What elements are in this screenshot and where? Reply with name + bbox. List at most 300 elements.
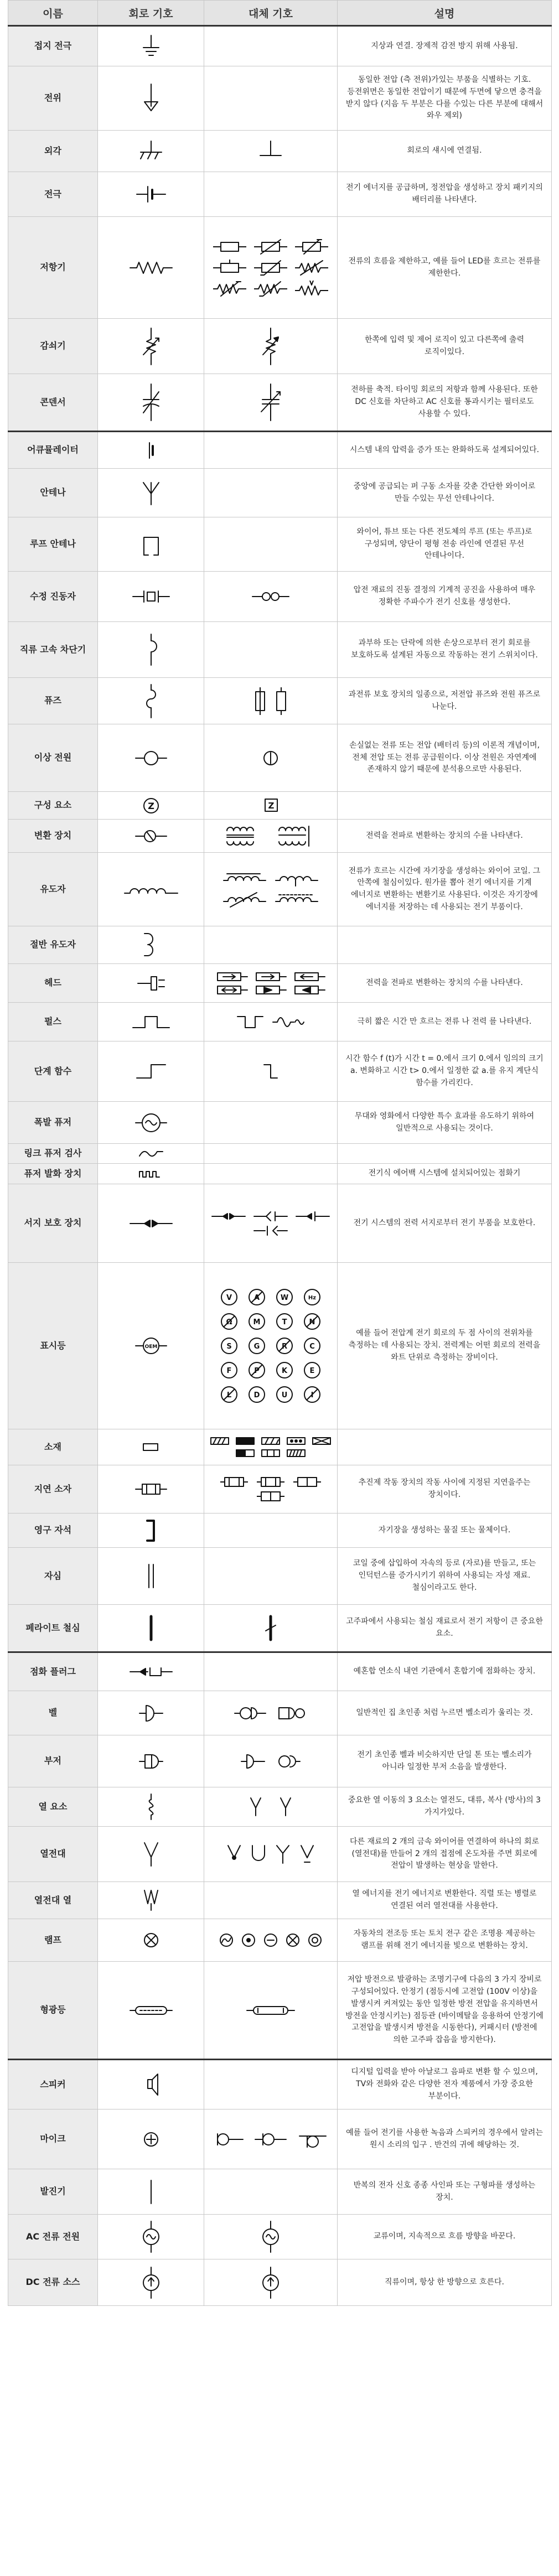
row-desc: 전력을 전파로 변환하는 장치의 수를 나타낸다. xyxy=(338,820,552,853)
motor-icon xyxy=(247,1312,266,1331)
row-fluorescent-lamp xyxy=(8,1962,552,2060)
svg-text:T: T xyxy=(282,1318,287,1326)
row-name: 소재 xyxy=(8,1429,98,1465)
row-spark-plug xyxy=(8,1652,552,1691)
preset-resistor-box-icon xyxy=(295,239,328,255)
row-heat-element xyxy=(8,1787,552,1827)
svg-text:A: A xyxy=(253,1294,260,1302)
material-icon xyxy=(140,1440,162,1454)
row-name: 자심 xyxy=(8,1548,98,1605)
pulse-variants xyxy=(204,1009,337,1035)
head-rec-icon xyxy=(293,984,326,996)
row-desc: 반복의 전자 신호 종종 사인파 또는 구형파를 생성하는 장치. xyxy=(338,2169,552,2215)
row-desc: 전류의 흐름을 제한하고, 예를 들어 LED를 흐르는 전류를 제한한다. xyxy=(338,217,552,319)
row-thermopile xyxy=(8,1882,552,1919)
svg-text:U: U xyxy=(281,1391,288,1400)
speaker-icon xyxy=(140,2071,162,2098)
row-desc: 전기 에너지를 공급하며, 정전압을 생성하고 장치 패키지의 배터리를 나타낸다. xyxy=(338,172,552,217)
breaker-icon xyxy=(140,633,162,666)
battery-icon xyxy=(134,183,168,205)
svg-text:S: S xyxy=(226,1343,232,1351)
variable-inductor-icon xyxy=(222,892,267,908)
row-desc: 시간 함수 f (t)가 시간 t = 0.에서 크기 0.에서 임의의 크기 a. 변화하고 시간 t> 0.에서 일정한 값 a.를 유지 계단식 함수를 가리킨다. xyxy=(338,1041,552,1102)
row-name: 퓨즈 xyxy=(8,678,98,724)
resistor-variants xyxy=(204,235,337,300)
variable-capacitor-icon xyxy=(257,383,284,422)
microphone-icon xyxy=(140,2128,162,2150)
row-desc: 예혼합 연소식 내연 기관에서 혼합기에 점화하는 장치. xyxy=(338,1652,552,1691)
svg-text:G: G xyxy=(253,1343,260,1351)
variable-resistor-box-icon xyxy=(254,239,287,255)
material-lines-icon xyxy=(261,1449,281,1458)
head-write-icon xyxy=(254,971,287,982)
equipotential-icon xyxy=(140,82,162,115)
row-permanent-magnet xyxy=(8,1514,552,1548)
ferrite-inductor-icon xyxy=(275,892,319,908)
row-desc: 전력을 전파로 변환하는 장치의 수를 나타낸다. xyxy=(338,964,552,1003)
crystal-icon xyxy=(132,588,170,605)
tapped-inductor-icon xyxy=(275,870,319,887)
accumulator-icon xyxy=(143,438,159,463)
row-head xyxy=(8,964,552,1003)
delay-cell-alt-icon xyxy=(257,1491,284,1502)
ideal-source-alt-icon xyxy=(260,747,282,769)
fuse-variants xyxy=(204,684,337,718)
row-name: 영구 자석 xyxy=(8,1514,98,1548)
head-erase-icon xyxy=(293,971,326,982)
dc-source-alt-icon xyxy=(260,2266,282,2299)
impedance-circle-icon xyxy=(140,796,162,816)
row-desc: 무대와 영화에서 다양한 특수 효과를 유도하기 위하여 일반적으로 사용되는 것이다. xyxy=(338,1102,552,1144)
svg-text:W: W xyxy=(280,1294,289,1302)
dc-source-icon xyxy=(140,2266,162,2299)
buzzer-icon xyxy=(137,1750,165,1772)
header-symbol: 회로 기호 xyxy=(98,1,204,26)
svg-text:L: L xyxy=(226,1391,232,1400)
fuse-icon xyxy=(140,683,162,719)
row-dc-source xyxy=(8,2259,552,2306)
ideal-source-icon xyxy=(134,747,168,769)
svg-text:D: D xyxy=(253,1391,260,1400)
half-inductor-icon xyxy=(140,931,162,959)
zigzag-thermistor-icon xyxy=(254,281,287,297)
row-link-fuse-test xyxy=(8,1144,552,1164)
heat-arrow-alt-icon xyxy=(277,1796,294,1818)
svg-text:Hz: Hz xyxy=(308,1295,317,1301)
row-name: 부저 xyxy=(8,1735,98,1787)
row-desc: 지상과 연결. 장제적 감전 방지 위해 사용됨. xyxy=(338,26,552,66)
row-name: 수정 진동자 xyxy=(8,572,98,622)
thermocouple-u-icon xyxy=(250,1843,267,1865)
resistor-box-icon xyxy=(213,240,246,253)
svg-text:Ω: Ω xyxy=(226,1318,232,1326)
meter-icon xyxy=(134,1335,168,1357)
header-name: 이름 xyxy=(8,1,98,26)
spark-gap-open-icon xyxy=(253,1211,288,1222)
row-name: 폭발 퓨저 xyxy=(8,1102,98,1144)
material-dense-icon xyxy=(286,1449,306,1458)
heat-arrow-icon xyxy=(247,1796,264,1818)
energy-meter-icon xyxy=(303,1361,322,1380)
row-desc: 중요한 열 이동의 3 요소는 열전도, 대류, 복사 (방사)의 3 가지가있다. xyxy=(338,1787,552,1827)
row-name: 이상 전원 xyxy=(8,724,98,792)
buzzer-alt-icon xyxy=(239,1750,267,1772)
fuse-box-alt-icon xyxy=(275,687,288,715)
transformer-tap-icon xyxy=(275,824,319,848)
row-capacitor xyxy=(8,374,552,432)
head-variants xyxy=(204,968,337,999)
row-desc: 압전 재료의 진동 결정의 기계적 공진을 사용하여 매우 정확한 주파수가 전기 신호를 생성한다. xyxy=(338,572,552,622)
row-name: 직류 고속 차단기 xyxy=(8,622,98,678)
microphone-variants xyxy=(204,2125,337,2154)
zigzag-potentiometer-icon xyxy=(295,281,328,297)
ohmmeter-icon xyxy=(220,1312,239,1331)
magnetic-core-icon xyxy=(143,1562,159,1590)
material-hatched-icon xyxy=(210,1437,230,1445)
row-electrode xyxy=(8,172,552,217)
row-name: 헤드 xyxy=(8,964,98,1003)
row-buzzer xyxy=(8,1735,552,1787)
bell-variants xyxy=(204,1699,337,1728)
head-rw-icon xyxy=(215,984,249,996)
bell-icon xyxy=(137,1702,165,1724)
row-name: 벨 xyxy=(8,1691,98,1735)
row-thermocouple xyxy=(8,1827,552,1882)
row-desc xyxy=(338,926,552,964)
svg-text:Z: Z xyxy=(268,800,275,811)
row-bell xyxy=(8,1691,552,1735)
svg-text:I: I xyxy=(310,1391,314,1400)
row-name: 안테나 xyxy=(8,469,98,517)
zigzag-preset-icon xyxy=(213,281,246,297)
kwh-meter-icon xyxy=(275,1361,294,1380)
chassis-alt-icon xyxy=(257,139,284,163)
row-desc: 디지털 입력을 받아 아날로그 음파로 변환 할 수 있으며, TV와 전화와 같은 다양한 전자 제품에서 가장 중요한 부분이다. xyxy=(338,2060,552,2109)
row-name: 스피커 xyxy=(8,2060,98,2109)
row-desc: 일반적인 집 초인종 처럼 누르면 벨소리가 울리는 것. xyxy=(338,1691,552,1735)
row-name: 링크 퓨저 검사 xyxy=(8,1144,98,1164)
row-accumulator xyxy=(8,432,552,469)
row-name: 퓨저 발화 장치 xyxy=(8,1164,98,1184)
surge-protector-icon xyxy=(129,1215,173,1232)
inductor-icon xyxy=(123,881,179,898)
row-desc: 추진제 작동 장치의 작동 사이에 지정된 지연을주는 장치이다. xyxy=(338,1465,552,1514)
counter-icon xyxy=(303,1336,322,1355)
lamp-dot-icon xyxy=(241,1932,256,1948)
row-name: 외각 xyxy=(8,131,98,172)
row-desc: 예를 들어 전압계 전기 회로의 두 점 사이의 전위차를 측정하는 데 사용되는 장치. 전력계는 어떤 회로의 전력을 와트 단위로 측정하는 장비이다. xyxy=(338,1263,552,1429)
head-play-icon xyxy=(254,984,287,996)
row-name: 감쇠기 xyxy=(8,319,98,374)
current-meter-icon xyxy=(303,1385,322,1404)
pulse-icon xyxy=(132,1012,170,1032)
oscillator-icon xyxy=(143,2178,159,2206)
head-read-icon xyxy=(215,971,249,982)
lamp-icon xyxy=(140,1929,162,1951)
attenuator-icon xyxy=(140,327,162,366)
row-fuse-igniter xyxy=(8,1164,552,1184)
row-desc: 전기 초인종 벨과 비슷하지만 단일 톤 또는 벨소리가 아니라 일정한 부저 소음을 발생한다. xyxy=(338,1735,552,1787)
svg-text:V: V xyxy=(226,1294,232,1302)
heat-variants xyxy=(204,1792,337,1821)
row-desc: 전하를 축적. 타이밍 회로의 저항과 함께 사용된다. 또한 DC 신호를 차단하고 AC 신호를 통과시키는 필터로도 사용할 수 있다. xyxy=(338,374,552,432)
row-name: 전위 xyxy=(8,66,98,131)
thermocouple-icon xyxy=(140,1841,162,1868)
row-surge-protector xyxy=(8,1184,552,1263)
thermopile-icon xyxy=(140,1888,162,1912)
row-name: 발진기 xyxy=(8,2169,98,2215)
chassis-ground-icon xyxy=(137,139,165,163)
synchroscope-icon xyxy=(220,1336,239,1355)
row-desc: 전류가 흐르는 시간에 자기장을 생성하는 와이어 코일. 그 안쪽에 철심이있다. 원가를 뽑아 전기 에너지를 기계 에너지로 변환하는 변환기로 사용된다. 이것은 자기장에 에너지를 저장하는 데 사용되는 전기 부품이다. xyxy=(338,853,552,926)
transformer-icon xyxy=(222,824,267,848)
bell-alt-icon xyxy=(234,1702,267,1724)
svg-text:C: C xyxy=(309,1343,315,1351)
buzzer-round-icon xyxy=(275,1750,302,1772)
row-inductor xyxy=(8,853,552,926)
row-ground-electrode xyxy=(8,26,552,66)
svg-text:E: E xyxy=(309,1367,315,1375)
crystal-alt-icon xyxy=(251,588,290,605)
step-down-icon xyxy=(260,1060,282,1082)
row-speaker xyxy=(8,2060,552,2109)
level-meter-icon xyxy=(220,1385,239,1404)
thermocouple-v-icon xyxy=(226,1843,242,1865)
row-potential xyxy=(8,66,552,131)
ferrite-core-alt-icon xyxy=(262,1614,279,1642)
ac-source-alt-icon xyxy=(260,2220,282,2253)
impedance-box-icon xyxy=(260,796,282,816)
row-desc: 자동차의 전조등 또는 토치 전구 같은 조명용 제공하는 램프를 위해 전기 에너지를 빛으로 변환하는 장치. xyxy=(338,1919,552,1962)
microphone-alt-icon xyxy=(212,2131,245,2148)
row-name: 저항기 xyxy=(8,217,98,319)
row-chassis xyxy=(8,131,552,172)
row-attenuator xyxy=(8,319,552,374)
row-name: 표시등 xyxy=(8,1263,98,1429)
row-name: 형광등 xyxy=(8,1962,98,2060)
row-name: 열 요소 xyxy=(8,1787,98,1827)
material-variants xyxy=(206,1433,335,1461)
antenna-icon xyxy=(140,479,162,507)
row-desc: 과부하 또는 단락에 의한 손상으로부터 전기 회로를 보호하도록 설계된 자동으로 작동하는 전기 스위치이다. xyxy=(338,622,552,678)
row-material xyxy=(8,1429,552,1465)
iron-core-inductor-icon xyxy=(222,870,267,887)
row-fuse xyxy=(8,678,552,724)
row-magnetic-core xyxy=(8,1548,552,1605)
symbol-table xyxy=(8,0,552,2306)
row-name: 점화 플러그 xyxy=(8,1652,98,1691)
row-desc xyxy=(338,1144,552,1164)
igniter-icon xyxy=(137,1167,165,1180)
header-row xyxy=(8,1,552,26)
row-name: 절반 유도자 xyxy=(8,926,98,964)
ferrite-core-icon xyxy=(143,1614,159,1642)
row-name: 변환 장치 xyxy=(8,820,98,853)
svg-text:Z: Z xyxy=(147,800,154,811)
row-name: 유도자 xyxy=(8,853,98,926)
row-indicator-meter xyxy=(8,1263,552,1429)
row-desc: 전기 시스템의 전력 서지로부터 전기 부품을 보호한다. xyxy=(338,1184,552,1263)
material-solid-icon xyxy=(235,1437,255,1445)
thermocouple-y-icon xyxy=(275,1843,291,1865)
row-name: AC 전류 전원 xyxy=(8,2215,98,2259)
material-hatched-alt-icon xyxy=(261,1437,281,1445)
row-oscillator xyxy=(8,2169,552,2215)
row-ferrite-core xyxy=(8,1605,552,1652)
flowmeter-icon xyxy=(220,1361,239,1380)
frequency-meter-icon xyxy=(303,1288,322,1307)
power-factor-meter-icon xyxy=(247,1361,266,1380)
row-desc: 코일 중에 삽입하여 자속의 등로 (자로)를 만들고, 또는 인덕턴스를 증가시키기 위하여 사용되는 자성 재료. 철심이라고도 한다. xyxy=(338,1548,552,1605)
svg-text:OEM: OEM xyxy=(144,1344,157,1350)
potentiometer-box-icon xyxy=(213,260,246,276)
row-desc: 한쪽에 입력 및 제어 로직이 있고 다른쪽에 출력 로직이있다. xyxy=(338,319,552,374)
row-name: 페라이트 철심 xyxy=(8,1605,98,1652)
row-desc: 극히 짧은 시간 만 흐르는 전류 나 전력 를 나타낸다. xyxy=(338,1003,552,1041)
row-desc: 교류이며, 지속적으로 흐름 방향을 바꾼다. xyxy=(338,2215,552,2259)
row-desc: 시스템 내의 압력을 증가 또는 완화하도록 설계되어있다. xyxy=(338,432,552,469)
null-meter-icon xyxy=(303,1312,322,1331)
link-fuse-icon xyxy=(137,1147,165,1160)
inductor-variants xyxy=(204,867,337,911)
fluorescent-lamp-icon xyxy=(129,2002,173,2019)
svg-text:N: N xyxy=(309,1318,315,1326)
row-desc: 손실없는 전류 또는 전압 (배터리 등)의 이론적 개념이며, 전체 전압 또는 전류 공급원이다. 이상 전원은 자연계에 존재하지 않기 때문에 분석용으로만 사용된다. xyxy=(338,724,552,792)
row-resistor xyxy=(8,217,552,319)
row-name: 루프 안테나 xyxy=(8,517,98,572)
row-name: 전극 xyxy=(8,172,98,217)
header-desc: 설명 xyxy=(338,1,552,26)
thermistor-box-icon xyxy=(254,260,287,276)
row-pulse xyxy=(8,1003,552,1041)
row-desc: 전기식 에어백 시스템에 설치되어있는 점화기 xyxy=(338,1164,552,1184)
lamp-filament-icon xyxy=(219,1932,234,1948)
zigzag-variable-icon xyxy=(295,260,328,276)
svg-text:M: M xyxy=(253,1318,261,1326)
row-dc-breaker xyxy=(8,622,552,678)
loop-antenna-icon xyxy=(137,531,165,558)
voltmeter-icon xyxy=(220,1288,239,1307)
header-alt: 대체 기호 xyxy=(204,1,338,26)
row-delay-element xyxy=(8,1465,552,1514)
row-desc: 동일한 전압 (측 전위)가있는 부품을 식별하는 기호. 등전위면은 동일한 전압이기 때문에 두면에 닿으면 충격을 받지 않다 (지음 두 부분은 다를 수있는 다른 부분에 대해서 와우 제외) xyxy=(338,66,552,131)
attenuator-alt-icon xyxy=(260,327,282,366)
row-name: 접지 전극 xyxy=(8,26,98,66)
spark-gap-icon xyxy=(211,1211,246,1222)
delay-cell-icon xyxy=(293,1476,321,1487)
delay-variants xyxy=(204,1473,337,1505)
row-lamp xyxy=(8,1919,552,1962)
row-desc: 저압 방전으로 발광하는 조명기구에 다음의 3 가지 장비로 구성되어있다. 안정기 (점등시에 고전압 (100V 이상)을 발생시켜 켜져있는 동안 일정한 방전 전압을 유지하면서 방전을 안정시키는) 점등관 (바이메탈을 응용하여 안정기에 고전압을 발생시켜 방전을 시동한다), 커패시터 (방전에 의한 고주파 잡음을 방지한다). xyxy=(338,1962,552,2060)
row-desc: 자기장을 생성하는 물질 또는 물체이다. xyxy=(338,1514,552,1548)
lamp-variants xyxy=(204,1929,337,1951)
row-name: 구성 요소 xyxy=(8,792,98,820)
material-half-icon xyxy=(235,1449,255,1458)
lamp-cross-icon xyxy=(285,1932,301,1948)
surge-variants xyxy=(204,1207,337,1240)
fluorescent-lamp-alt-icon xyxy=(246,2002,296,2019)
arrester-icon xyxy=(295,1211,330,1222)
row-desc: 고주파에서 사용되는 철심 재료로서 전기 저항이 큰 중요한 요소. xyxy=(338,1605,552,1652)
thermocouple-variants xyxy=(204,1840,337,1869)
row-name: 어큐뮬레이터 xyxy=(8,432,98,469)
material-cross-icon xyxy=(312,1437,332,1445)
buzzer-variants xyxy=(204,1747,337,1776)
row-name: 지연 소자 xyxy=(8,1465,98,1514)
recorder-icon xyxy=(275,1336,294,1355)
universal-meter-icon xyxy=(275,1385,294,1404)
row-desc: 열 에너지를 전기 에너지로 변환한다. 직렬 또는 병렬로 연결된 여러 열전대를 사용한다. xyxy=(338,1882,552,1919)
svg-text:R: R xyxy=(281,1343,288,1351)
galvanometer-icon xyxy=(247,1336,266,1355)
row-explosive-fuse xyxy=(8,1102,552,1144)
head-icon xyxy=(134,972,168,994)
ammeter-icon xyxy=(247,1288,266,1307)
row-antenna xyxy=(8,469,552,517)
row-desc: 와이어, 튜브 또는 다른 전도체의 루프 (또는 루프)로 구성되며, 양단이 평형 전송 라인에 연결된 무선 안테나이다. xyxy=(338,517,552,572)
row-ac-source xyxy=(8,2215,552,2259)
row-name: 서지 보호 장치 xyxy=(8,1184,98,1263)
fuse-box-icon xyxy=(253,687,267,715)
microphone-dynamic-icon xyxy=(296,2128,329,2150)
svg-text:F: F xyxy=(226,1367,232,1375)
thermocouple-w-icon xyxy=(299,1843,315,1865)
step-up-icon xyxy=(134,1060,168,1082)
row-loop-antenna xyxy=(8,517,552,572)
negative-pulse-icon xyxy=(236,1012,264,1032)
protective-gap-icon xyxy=(253,1225,288,1236)
resistor-icon xyxy=(129,260,173,276)
lamp-ring-icon xyxy=(307,1932,323,1948)
row-desc: 과전류 보호 장치의 일종으로, 저전압 퓨즈와 전원 퓨즈로 나눈다. xyxy=(338,678,552,724)
tachometer-icon xyxy=(275,1312,294,1331)
delay-element-icon xyxy=(134,1481,168,1497)
row-half-inductor xyxy=(8,926,552,964)
row-name: 열전대 열 xyxy=(8,1882,98,1919)
delay-line-icon xyxy=(220,1476,248,1487)
row-step-function xyxy=(8,1041,552,1102)
row-microphone xyxy=(8,2109,552,2169)
row-desc: 다른 재료의 2 개의 금속 와이어를 연결하여 하나의 회로 (열전대)를 만들어 2 개의 접점에 온도차를 주면 회로에 전압이 발생하는 현상을 말한다. xyxy=(338,1827,552,1882)
row-name: 단계 함수 xyxy=(8,1041,98,1102)
row-desc: 중앙에 공급되는 퍼 구동 소자를 갖춘 간단한 와이어로 만들 수있는 무선 안테나이다. xyxy=(338,469,552,517)
row-desc: 예를 들어 전기를 사용한 녹음과 스피커의 경우에서 알려는 원시 소리의 입구 . 반건의 귀에 해당하는 것. xyxy=(338,2109,552,2169)
capacitor-icon xyxy=(140,383,162,422)
row-component xyxy=(8,792,552,820)
row-name: 램프 xyxy=(8,1919,98,1962)
row-name: 열전대 xyxy=(8,1827,98,1882)
dial-meter-icon xyxy=(247,1385,266,1404)
row-desc xyxy=(338,792,552,820)
wattmeter-icon xyxy=(275,1288,294,1307)
material-dots-icon xyxy=(286,1437,306,1445)
microphone-carbon-icon xyxy=(254,2131,287,2148)
svg-text:K: K xyxy=(281,1367,288,1375)
heat-element-icon xyxy=(140,1793,162,1821)
row-ideal-source xyxy=(8,724,552,792)
ac-source-icon xyxy=(140,2220,162,2253)
explosive-fuse-icon xyxy=(134,1112,168,1134)
ground-icon xyxy=(140,34,162,59)
transducer-icon xyxy=(134,825,168,847)
permanent-magnet-icon xyxy=(143,1518,159,1543)
row-desc xyxy=(338,1429,552,1465)
transducer-variants xyxy=(204,821,337,852)
delay-line-alt-icon xyxy=(257,1476,284,1487)
row-name: 콘덴서 xyxy=(8,374,98,432)
lamp-signal-icon xyxy=(263,1932,278,1948)
row-desc: 회로의 섀시에 연결됨. xyxy=(338,131,552,172)
